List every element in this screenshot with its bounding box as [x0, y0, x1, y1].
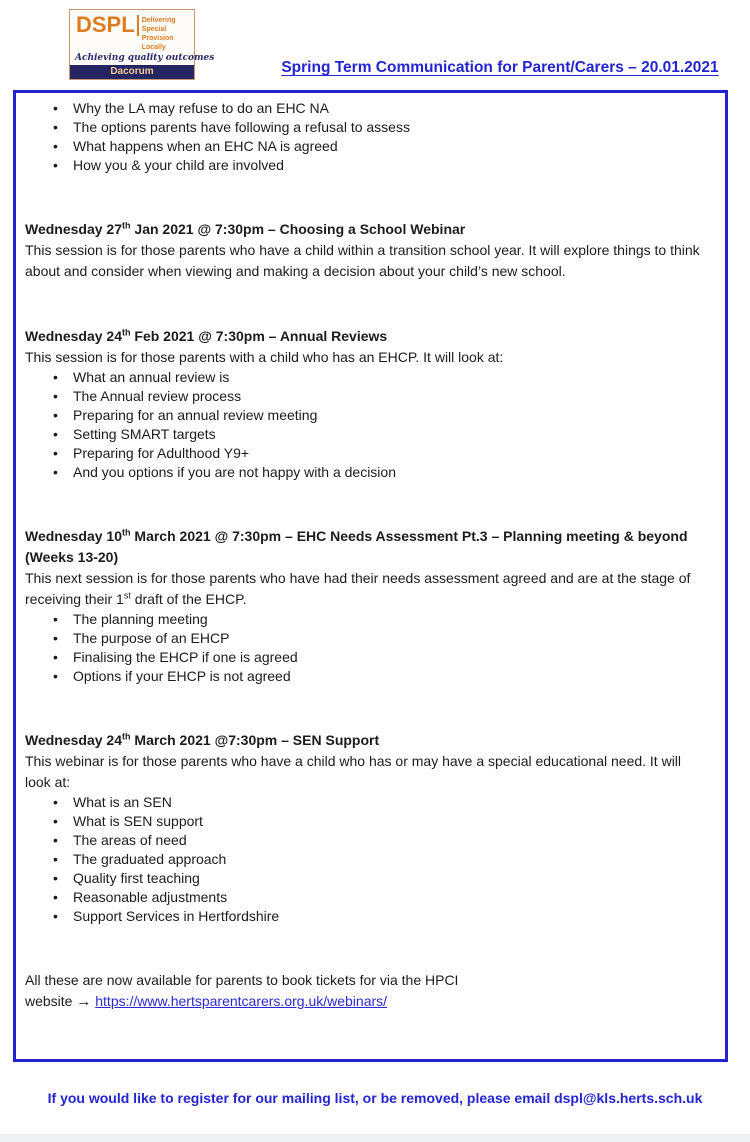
section-bullet-list: [25, 610, 700, 686]
right-arrow-icon: →: [76, 993, 92, 1010]
bullet-item: • The graduated approach: [25, 850, 700, 869]
logo-tagline-line1: Delivering Special: [141, 17, 176, 33]
bullet-item: • Quality first teaching: [25, 869, 700, 888]
logo-tagline: [142, 13, 191, 52]
section-bullet-list: [25, 793, 700, 926]
section-heading: Wednesday 24th Feb 2021 @ 7:30pm – Annual Reviews: [25, 327, 388, 344]
intro-bullet-list: [25, 99, 700, 175]
bullet-item: • The planning meeting: [25, 610, 700, 629]
section-paragraph: This webinar is for those parents who have a child who has or may have a special educational need. It will look at:: [25, 753, 682, 790]
bullet-item: • What is SEN support: [25, 812, 700, 831]
section-heading: Wednesday 24th March 2021 @7:30pm – SEN Support: [25, 731, 380, 748]
booking-info: [25, 970, 700, 1012]
ordinal-superscript: th: [122, 527, 131, 538]
mailing-list-notice: If you would like to register for our mailing list, or be removed, please email dspl@kls.herts.sch.uk: [47, 1090, 703, 1106]
bottom-edge-strip: [0, 1134, 750, 1142]
section-ehc-needs-assessment: [25, 526, 700, 686]
document-header: [0, 0, 750, 90]
booking-info-line2-prefix: website: [25, 993, 77, 1009]
bullet-item: • Setting SMART targets: [25, 425, 700, 444]
page-title: Spring Term Communication for Parent/Carers – 20.01.2021: [281, 59, 719, 76]
bullet-item: • Options if your EHCP is not agreed: [25, 667, 700, 686]
logo-divider: [137, 15, 139, 36]
bullet-item: • Reasonable adjustments: [25, 888, 700, 907]
section-sen-support: [25, 730, 700, 926]
section-heading: Wednesday 27th Jan 2021 @ 7:30pm – Choosing a School Webinar: [25, 220, 466, 237]
bullet-item: • Support Services in Hertfordshire: [25, 907, 700, 926]
bullet-item: • What is an SEN: [25, 793, 700, 812]
bullet-item: • What happens when an EHC NA is agreed: [25, 137, 700, 156]
bullet-item: • Finalising the EHCP if one is agreed: [25, 648, 700, 667]
logo-tagline-line2: Provision Locally: [141, 35, 174, 51]
bullet-item: • The options parents have following a refusal to assess: [25, 118, 700, 137]
logo-acronym: DSPL: [76, 12, 135, 37]
bullet-item: • How you & your child are involved: [25, 156, 700, 175]
ordinal-superscript: th: [122, 327, 131, 338]
logo-motto: Achieving quality outcomes: [75, 53, 215, 63]
ordinal-superscript: th: [122, 220, 131, 231]
bullet-item: • The areas of need: [25, 831, 700, 850]
bullet-item: • And you options if you are not happy with a decision: [25, 463, 700, 482]
section-annual-reviews: [25, 326, 700, 482]
section-choosing-a-school: [25, 219, 700, 282]
section-paragraph: This next session is for those parents who have had their needs assessment agreed and are at the stage of receiving their 1st draft of the EHCP.: [25, 570, 691, 607]
section-heading: Wednesday 10th March 2021 @ 7:30pm – EHC Needs Assessment Pt.3 – Planning meeting & beyond (Weeks 13-20): [25, 527, 688, 565]
bullet-item: • The Annual review process: [25, 387, 700, 406]
bullet-item: • Preparing for an annual review meeting: [25, 406, 700, 425]
bullet-item: • What an annual review is: [25, 368, 700, 387]
section-bullet-list: [25, 368, 700, 482]
dspl-logo: [69, 9, 215, 80]
logo-top-row: [70, 10, 194, 53]
booking-info-line1: All these are now available for parents to book tickets for via the HPCI: [25, 972, 459, 988]
content-box: [13, 90, 728, 1062]
section-paragraph: This session is for those parents who have a child within a transition school year. It will explore things to think about and consider when viewing and making a decision about your child’s new school.: [25, 242, 700, 279]
logo-region-banner: Dacorum: [70, 65, 194, 79]
bullet-item: • Preparing for Adulthood Y9+: [25, 444, 700, 463]
bullet-item: • Why the LA may refuse to do an EHC NA: [25, 99, 700, 118]
webinars-link[interactable]: https://www.hertsparentcarers.org.uk/webinars/: [95, 993, 388, 1009]
bullet-item: • The purpose of an EHCP: [25, 629, 700, 648]
section-paragraph: This session is for those parents with a child who has an EHCP. It will look at:: [25, 349, 504, 365]
ordinal-superscript: st: [123, 590, 131, 601]
ordinal-superscript: th: [122, 731, 131, 742]
